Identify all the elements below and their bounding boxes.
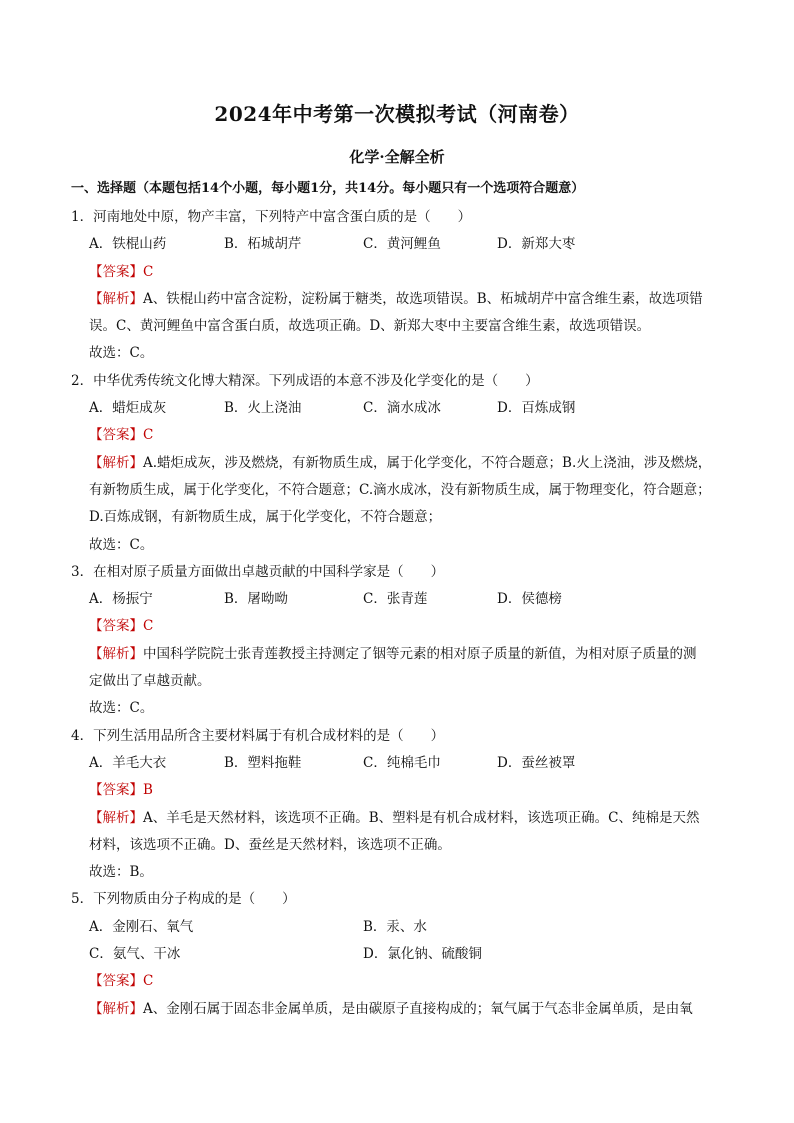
explanation-line [0,641,794,668]
option-c: C．张青莲 [363,591,428,608]
conclusion: 故选：C。 [89,536,154,553]
explanation-text: A.蜡炬成灰，涉及燃烧，有新物质生成，属于化学变化，不符合题意；B.火上浇油，涉及燃烧， [143,454,712,471]
answer-line [0,968,794,995]
section-header: 一、选择题（本题包括14个小题，每小题1分，共14分。每小题只有一个选项符合题意） [71,181,585,196]
explanation-line: 误。C、黄河鲤鱼中富含蛋白质，故选项正确。D、新郑大枣中主要富含维生素，故选项错误。 [89,318,651,335]
explanation-label: 【解析】 [89,809,143,826]
explanation-text: 中国科学院院士张青莲教授主持测定了铟等元素的相对原子质量的新值，为相对原子质量的测 [143,645,697,662]
answer-value: C [143,973,154,990]
question-list [0,204,794,1023]
options-row [0,914,794,941]
explanation-text: A、金刚石属于固态非金属单质，是由碳原子直接构成的；氧气属于气态非金属单质，是由氧 [143,1000,693,1017]
option-c: C．氨气、干冰 [89,946,181,963]
option-a: A．金刚石、氧气 [89,918,194,935]
option-a: A．蜡炬成灰 [89,400,167,417]
explanation-line [0,286,794,313]
option-d: D．蚕丝被罩 [497,754,576,771]
option-d: D．侯德榜 [497,591,562,608]
answer-label: 【答案】 [89,427,143,444]
answer-label: 【答案】 [89,263,143,280]
option-b: B．汞、水 [363,918,427,935]
options-row [0,750,794,777]
page-subtitle: 化学·全解全析 [349,148,445,166]
answer-line [0,422,794,449]
option-a: A．羊毛大衣 [89,754,167,771]
explanation-line: D.百炼成钢，有新物质生成，属于化学变化，不符合题意； [89,509,442,526]
page-title: 2024年中考第一次模拟考试（河南卷） [214,102,580,126]
option-d: D．新郑大枣 [497,236,576,253]
question-stem: 5．下列物质由分子构成的是（ ） [71,891,296,908]
options-row [0,941,794,968]
explanation-line [0,805,794,832]
option-a: A．杨振宁 [89,591,153,608]
conclusion: 故选：C。 [89,345,154,362]
question-1 [0,204,794,368]
option-c: C．纯棉毛巾 [363,754,441,771]
conclusion: 故选：C。 [89,700,154,717]
explanation-text: A、铁棍山药中富含淀粉，淀粉属于糖类，故选项错误。B、柘城胡芹中富含维生素，故选项错 [143,290,703,307]
question-3 [0,559,794,723]
answer-value: C [143,618,154,635]
explanation-label: 【解析】 [89,645,143,662]
option-a: A．铁棍山药 [89,236,167,253]
option-b: B．屠呦呦 [224,591,288,608]
answer-value: C [143,263,154,280]
answer-label: 【答案】 [89,973,143,990]
option-b: B．塑料拖鞋 [224,754,302,771]
explanation-label: 【解析】 [89,1000,143,1017]
options-row [0,395,794,422]
question-stem: 4．下列生活用品所含主要材料属于有机合成材料的是（ ） [71,727,445,744]
answer-label: 【答案】 [89,618,143,635]
question-stem: 1．河南地处中原，物产丰富，下列特产中富含蛋白质的是（ ） [71,209,472,225]
answer-line [0,613,794,640]
conclusion: 故选：B。 [89,864,153,881]
question-stem: 2．中华优秀传统文化博大精深。下列成语的本意不涉及化学变化的是（ ） [71,372,539,389]
explanation-label: 【解析】 [89,290,143,307]
option-b: B．火上浇油 [224,400,302,417]
answer-line [0,777,794,804]
option-c: C．黄河鲤鱼 [363,236,441,253]
option-d: D．百炼成钢 [497,400,576,417]
answer-value: C [143,427,154,444]
options-row [0,231,794,258]
option-b: B．柘城胡芹 [224,236,302,253]
explanation-line [0,996,794,1023]
question-2 [0,368,794,559]
explanation-line [0,450,794,477]
answer-label: 【答案】 [89,782,143,799]
question-stem: 3．在相对原子质量方面做出卓越贡献的中国科学家是（ ） [71,563,445,580]
option-c: C．滴水成冰 [363,400,441,417]
explanation-line: 有新物质生成，属于化学变化，不符合题意；C.滴水成冰，没有新物质生成，属于物理变化，符合题意； [89,481,711,498]
explanation-line: 定做出了卓越贡献。 [89,673,211,690]
explanation-text: A、羊毛是天然材料，该选项不正确。B、塑料是有机合成材料，该选项正确。C、纯棉是天然 [143,809,700,826]
option-d: D．氯化钠、硫酸铜 [363,946,482,963]
answer-value: B [143,782,153,799]
explanation-line: 材料，该选项不正确。D、蚕丝是天然材料，该选项不正确。 [89,836,451,853]
question-4 [0,723,794,887]
options-row [0,586,794,613]
question-5 [0,886,794,1022]
explanation-label: 【解析】 [89,454,143,471]
answer-line [0,259,794,286]
